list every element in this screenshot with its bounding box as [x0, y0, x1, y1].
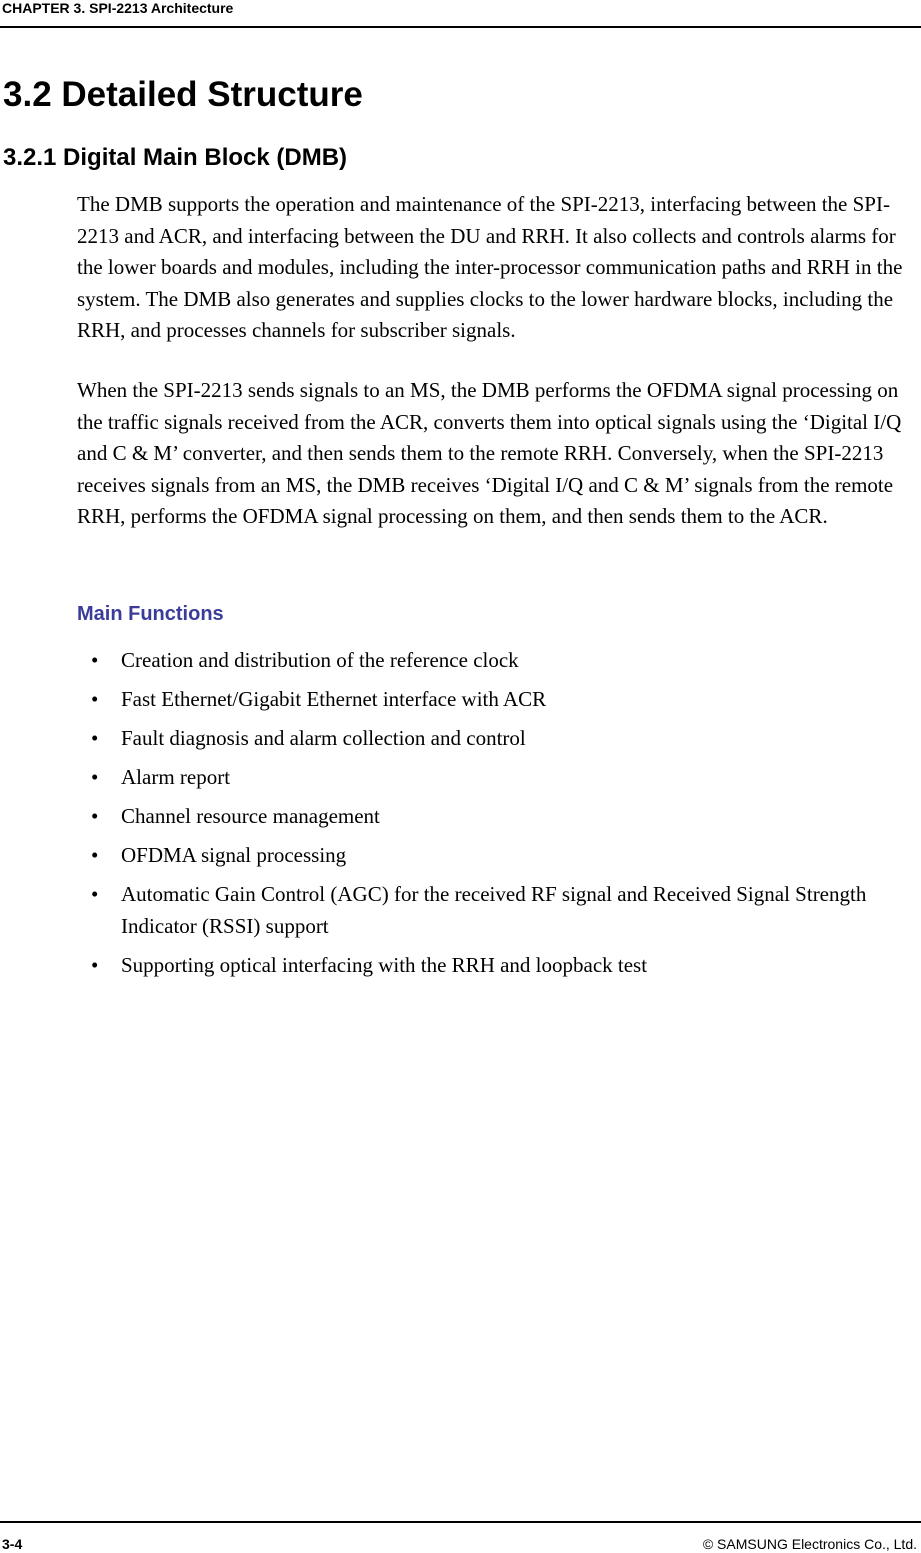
section-title: 3.2 Detailed Structure: [3, 75, 363, 114]
bullet-icon: •: [91, 804, 99, 828]
paragraph-signal-flow: When the SPI-2213 sends signals to an MS, the DMB performs the OFDMA signal processing on the traffic signals received from the ACR, converts them into optical signals using the ‘Digital I/Q and C & M’ converter, and then sends them to the remote RRH. Conversely, when the SPI-2213 receives signals from an MS, the DMB receives ‘Digital I/Q and C & M’ signals from the remote RRH, performs the OFDMA signal processing on them, and then sends them to the ACR.: [77, 378, 902, 528]
list-item-text: Creation and distribution of the reference clock: [121, 648, 519, 672]
bullet-icon: •: [91, 843, 99, 867]
chapter-title: CHAPTER 3. SPI-2213 Architecture: [2, 0, 234, 16]
subsection-title: 3.2.1 Digital Main Block (DMB): [3, 144, 348, 171]
list-item-text: Automatic Gain Control (AGC) for the received RF signal and Received Signal Strength Indicator (RSSI) support: [121, 882, 867, 938]
list-item-text: OFDMA signal processing: [121, 843, 347, 867]
paragraph-dmb-overview: The DMB supports the operation and maintenance of the SPI-2213, interfacing between the SPI-2213 and ACR, and interfacing between the DU and RRH. It also collects and controls alarms for the lower boards and modules, including the inter-processor communication paths and RRH in the system. The DMB also generates and supplies clocks to the lower hardware blocks, including the RRH, and processes channels for subscriber signals.: [77, 192, 903, 342]
list-item: [0, 950, 921, 982]
bullet-icon: •: [91, 882, 99, 906]
bullet-icon: •: [91, 648, 99, 672]
list-item-text: Fast Ethernet/Gigabit Ethernet interface with ACR: [121, 687, 547, 711]
bullet-icon: •: [91, 687, 99, 711]
page-number: 3-4: [2, 1536, 23, 1552]
list-item: [0, 879, 921, 942]
main-functions-heading: Main Functions: [77, 603, 224, 625]
bullet-icon: •: [91, 726, 99, 750]
copyright-notice: © SAMSUNG Electronics Co., Ltd.: [702, 1536, 917, 1552]
list-item: [0, 840, 921, 872]
list-item: [0, 723, 921, 755]
bullet-icon: •: [91, 952, 99, 977]
list-item: [0, 645, 921, 677]
bullet-icon: •: [91, 765, 99, 789]
list-item-text: Fault diagnosis and alarm collection and control: [121, 726, 526, 750]
list-item-text: Alarm report: [121, 765, 231, 789]
list-item: [0, 684, 921, 716]
main-functions-list: [0, 645, 921, 989]
page-header: [0, 0, 921, 28]
list-item: [0, 801, 921, 833]
list-item-text: Supporting optical interfacing with the RRH and loopback test: [121, 952, 648, 977]
page-footer: [0, 1521, 921, 1553]
list-item: [0, 762, 921, 794]
list-item-text: Channel resource management: [121, 804, 380, 828]
